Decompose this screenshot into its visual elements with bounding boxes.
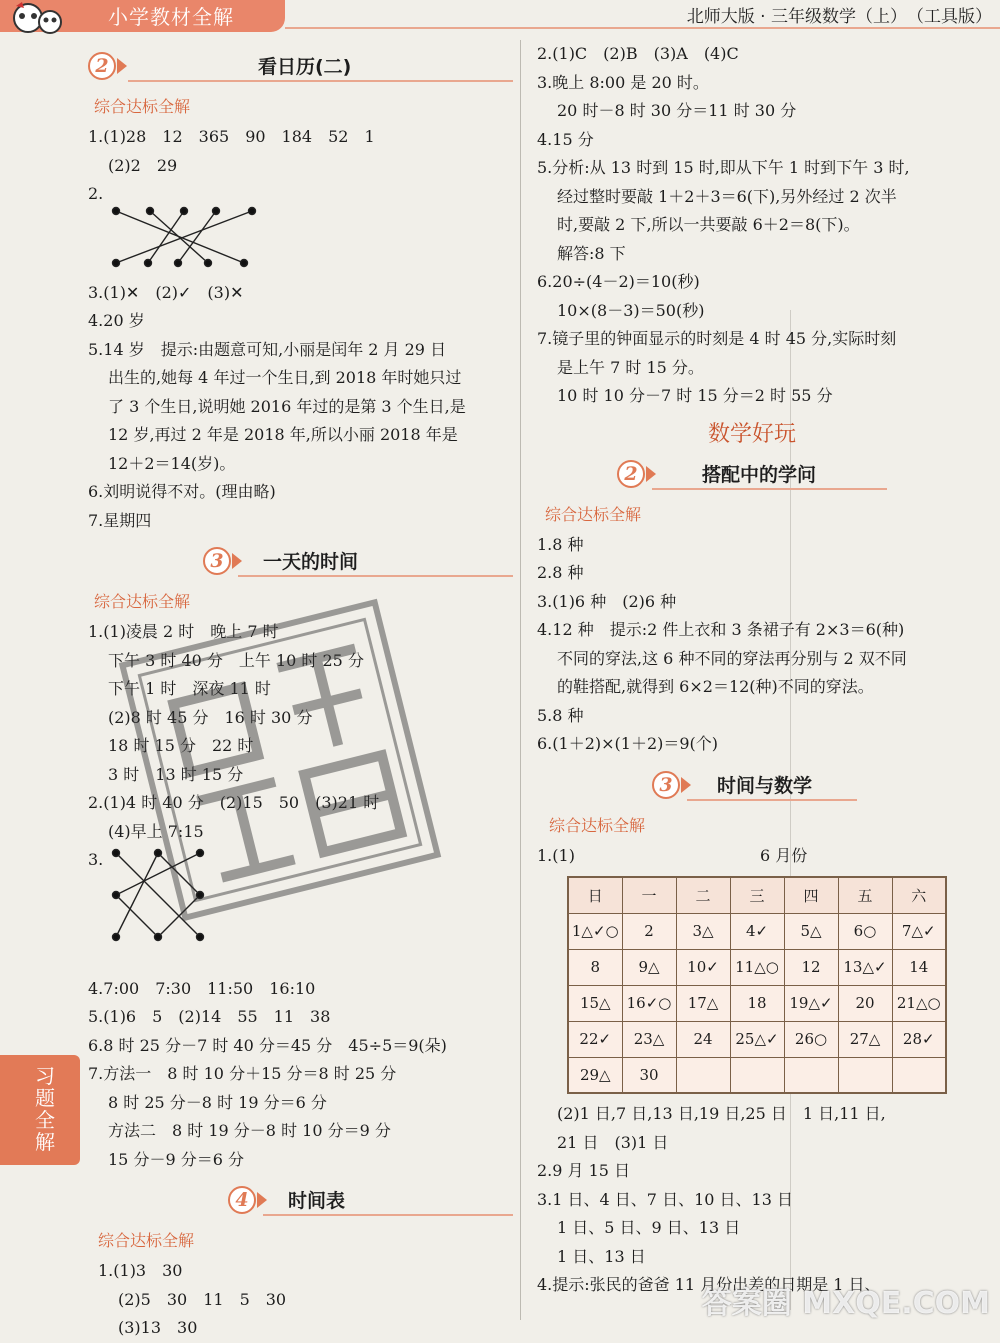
calendar-cell: 10✓: [676, 949, 730, 985]
answer-line: 3.晚上 8:00 是 20 时。: [537, 72, 709, 92]
mascot-icon: [8, 0, 70, 40]
section-title: 一天的时间: [263, 551, 359, 573]
answer-line: (2)1 日,7 日,13 日,19 日,25 日 1 日,11 日,: [557, 1104, 886, 1123]
calendar-cell: 22✓: [568, 1021, 622, 1057]
heading-rule: [238, 575, 513, 577]
answer-line: 10 时 10 分－7 时 15 分＝2 时 55 分: [557, 386, 833, 405]
question-label: 1.(1): [537, 845, 575, 865]
answer-line: 6.8 时 25 分－7 时 40 分＝45 分 45÷5＝9(朵): [88, 1035, 447, 1055]
answer-line: 6.刘明说得不对。(理由略): [88, 482, 276, 501]
calendar-cell: 15△: [568, 985, 622, 1021]
answer-line: 2.(1)C (2)B (3)A (4)C: [537, 44, 739, 63]
weekday-header: 二: [676, 877, 730, 913]
watermark: 答案圈 MXQE.COM: [701, 1286, 990, 1321]
sub-heading: 综合达标全解: [98, 1231, 195, 1250]
calendar-cell: 24: [676, 1021, 730, 1057]
section-title: 时间与数学: [717, 774, 813, 797]
right-column: [537, 40, 967, 1300]
calendar-caption: 6 月份: [760, 845, 808, 865]
answer-line: 的鞋搭配,就得到 6×2＝12(种)不同的穿法。: [557, 677, 874, 696]
section-title: 搭配中的学问: [702, 463, 817, 486]
series-title: 小学教材全解: [108, 5, 234, 29]
answer-line: 20 时－8 时 30 分＝11 时 30 分: [557, 101, 797, 120]
answer-line: 7.镜子里的钟面显示的时刻是 4 时 45 分,实际时刻: [537, 329, 897, 348]
answer-line: 是上午 7 时 15 分。: [557, 357, 704, 377]
answer-line: 3.(1)6 种 (2)6 种: [537, 591, 677, 611]
answer-line: 1.(1)3 30: [98, 1261, 183, 1280]
answer-line: 3.(1)✕ (2)✓ (3)✕: [88, 282, 244, 302]
answer-line: 1.8 种: [537, 534, 584, 554]
column-divider: [520, 40, 521, 1320]
weekday-header: 日: [568, 877, 622, 913]
calendar-cell: 28✓: [892, 1021, 946, 1057]
section-heading: [537, 769, 967, 805]
arrow-icon: [257, 1192, 267, 1208]
section-title: 看日历(二): [258, 56, 352, 78]
sub-heading: 综合达标全解: [549, 815, 646, 835]
calendar-cell: 3△: [676, 913, 730, 949]
calendar-cell: 18: [730, 985, 784, 1021]
section-heading: [88, 50, 513, 86]
calendar-cell: 17△: [676, 985, 730, 1021]
calendar-cell: 16✓○: [622, 985, 676, 1021]
calendar-cell: 30: [622, 1057, 676, 1093]
calendar-cell: 8: [568, 949, 622, 985]
calendar-cell: 4✓: [730, 913, 784, 949]
calendar-row: [568, 949, 946, 985]
answer-line: 1 日、13 日: [557, 1246, 646, 1266]
answer-line: 21 日 (3)1 日: [557, 1132, 669, 1152]
calendar-cell: 12: [784, 949, 838, 985]
arrow-icon: [681, 777, 691, 793]
arrow-icon: [117, 58, 127, 74]
answer-line: 下午 3 时 40 分 上午 10 时 25 分: [108, 650, 364, 670]
answer-line: 5.8 种: [537, 705, 584, 725]
answer-line: 4.20 岁: [88, 311, 145, 330]
calendar-cell: 2: [622, 913, 676, 949]
answer-line: 5.分析:从 13 时到 15 时,即从下午 1 时到下午 3 时,: [537, 158, 910, 177]
answer-line: 4.7:00 7:30 11:50 16:10: [88, 978, 316, 998]
answer-line: 2.: [88, 184, 104, 203]
heading-rule: [687, 799, 857, 801]
section-number: 2: [617, 460, 645, 488]
answer-line: 1.(1)28 12 365 90 184 52 1: [88, 127, 375, 146]
answer-line: 15 分－9 分＝6 分: [108, 1149, 244, 1169]
answer-line: 2.9 月 15 日: [537, 1161, 631, 1180]
answer-line: (2)2 29: [108, 155, 178, 175]
section-heading: [88, 1184, 513, 1220]
sub-heading: 综合达标全解: [94, 97, 191, 116]
weekday-header: 三: [730, 877, 784, 913]
weekday-header: 一: [622, 877, 676, 913]
heading-rule: [128, 80, 513, 82]
answer-line: 不同的穿法,这 6 种不同的穿法再分别与 2 双不同: [557, 648, 907, 668]
section-heading: [88, 545, 513, 581]
weekday-header: 六: [892, 877, 946, 913]
answer-line: 1.(1)凌晨 2 时 晚上 7 时: [88, 622, 279, 641]
calendar-cell: 26○: [784, 1021, 838, 1057]
answer-line: (4)早上 7:15: [108, 821, 204, 841]
answer-line: 2.(1)4 时 40 分 (2)15 50 (3)21 时: [88, 793, 380, 812]
calendar-cell: 1△✓○: [568, 913, 622, 949]
section-heading: [537, 458, 967, 494]
calendar-cell: [676, 1057, 730, 1093]
calendar-row: [568, 1057, 946, 1093]
side-tab: [0, 1055, 80, 1165]
calendar-cell: 23△: [622, 1021, 676, 1057]
answer-line: 6.(1＋2)×(1＋2)＝9(个): [537, 734, 719, 753]
answer-line: 12＋2＝14(岁)。: [108, 453, 236, 473]
answer-line: 18 时 15 分 22 时: [108, 736, 254, 755]
answer-line: 4.提示:张民的爸爸 11 月份出差的日期是 1 日、: [537, 1275, 881, 1294]
side-tab-label: 习题全解: [35, 1064, 55, 1154]
calendar-table: [567, 876, 947, 1094]
calendar-header-row: [568, 877, 946, 913]
answer-line: (2)5 30 11 5 30: [118, 1289, 287, 1309]
calendar-cell: 14: [892, 949, 946, 985]
calendar-cell: [838, 1057, 892, 1093]
calendar-cell: 25△✓: [730, 1021, 784, 1057]
section-number: 3: [652, 771, 680, 799]
calendar-cell: 29△: [568, 1057, 622, 1093]
calendar-row: [568, 913, 946, 949]
sub-heading: 综合达标全解: [545, 504, 642, 524]
calendar-cell: 20: [838, 985, 892, 1021]
answer-line: 10×(8－3)＝50(秒): [557, 300, 705, 320]
matching-lines-diagram: [108, 205, 288, 269]
header-rule: [285, 27, 1000, 29]
answer-line: 7.星期四: [88, 510, 152, 530]
calendar-cell: 6○: [838, 913, 892, 949]
heading-rule: [263, 1214, 513, 1216]
section-number: 3: [203, 547, 231, 575]
answer-line: 7.方法一 8 时 10 分＋15 分＝8 时 25 分: [88, 1064, 397, 1083]
answer-line: 4.12 种 提示:2 件上衣和 3 条裙子有 2×3＝6(种): [537, 620, 905, 639]
page-header: [0, 0, 1000, 30]
answer-line: 3.: [88, 850, 104, 869]
section-number: 2: [88, 52, 116, 80]
answer-line: 经过整时要敲 1＋2＋3＝6(下),另外经过 2 次半: [557, 186, 897, 206]
answer-line: 出生的,她每 4 年过一个生日,到 2018 年时她只过: [108, 368, 462, 387]
calendar-cell: [892, 1057, 946, 1093]
edition-label: 北师大版 · 三年级数学（上） （工具版）: [686, 7, 992, 27]
answer-line: (3)13 30: [118, 1318, 198, 1337]
heading-rule: [652, 488, 887, 490]
answer-line: 下午 1 时 深夜 11 时: [108, 679, 271, 698]
calendar-cell: 21△○: [892, 985, 946, 1021]
calendar-cell: 5△: [784, 913, 838, 949]
calendar-question: [537, 842, 967, 871]
answer-line: 6.20÷(4－2)＝10(秒): [537, 272, 700, 291]
calendar-cell: 11△○: [730, 949, 784, 985]
calendar-cell: 19△✓: [784, 985, 838, 1021]
weekday-header: 四: [784, 877, 838, 913]
answer-line: (2)8 时 45 分 16 时 30 分: [108, 707, 313, 727]
section-title: 时间表: [288, 1190, 346, 1212]
calendar-cell: [784, 1057, 838, 1093]
arrow-icon: [646, 466, 656, 482]
answer-line: 8 时 25 分－8 时 19 分＝6 分: [108, 1092, 327, 1112]
answer-line: 时,要敲 2 下,所以一共要敲 6＋2＝8(下)。: [557, 215, 860, 234]
calendar-cell: 27△: [838, 1021, 892, 1057]
answer-line: 4.15 分: [537, 129, 594, 149]
chapter-heading: 数学好玩: [707, 421, 796, 447]
calendar-cell: 9△: [622, 949, 676, 985]
answer-line: 3.1 日、4 日、7 日、10 日、13 日: [537, 1189, 793, 1209]
calendar-row: [568, 985, 946, 1021]
answer-line: 3 时 13 时 15 分: [108, 764, 244, 784]
answer-line: 解答:8 下: [557, 243, 626, 263]
calendar-cell: 13△✓: [838, 949, 892, 985]
answer-line: 12 岁,再过 2 年是 2018 年,所以小丽 2018 年是: [108, 425, 458, 444]
weekday-header: 五: [838, 877, 892, 913]
calendar-row: [568, 1021, 946, 1057]
calendar-cell: [730, 1057, 784, 1093]
answer-line: 1 日、5 日、9 日、13 日: [557, 1218, 741, 1237]
answer-line: 了 3 个生日,说明她 2016 年过的是第 3 个生日,是: [108, 396, 466, 416]
matching-diagram: [88, 209, 513, 279]
arrow-icon: [232, 553, 242, 569]
answer-line: 方法二 8 时 19 分－8 时 10 分＝9 分: [108, 1121, 391, 1140]
answer-line: 2.8 种: [537, 563, 584, 582]
answer-line: 5.14 岁 提示:由题意可知,小丽是闰年 2 月 29 日: [88, 339, 447, 359]
calendar-cell: 7△✓: [892, 913, 946, 949]
answer-line: 5.(1)6 5 (2)14 55 11 38: [88, 1007, 331, 1026]
section-number: 4: [228, 1186, 256, 1214]
sub-heading: 综合达标全解: [94, 592, 191, 611]
